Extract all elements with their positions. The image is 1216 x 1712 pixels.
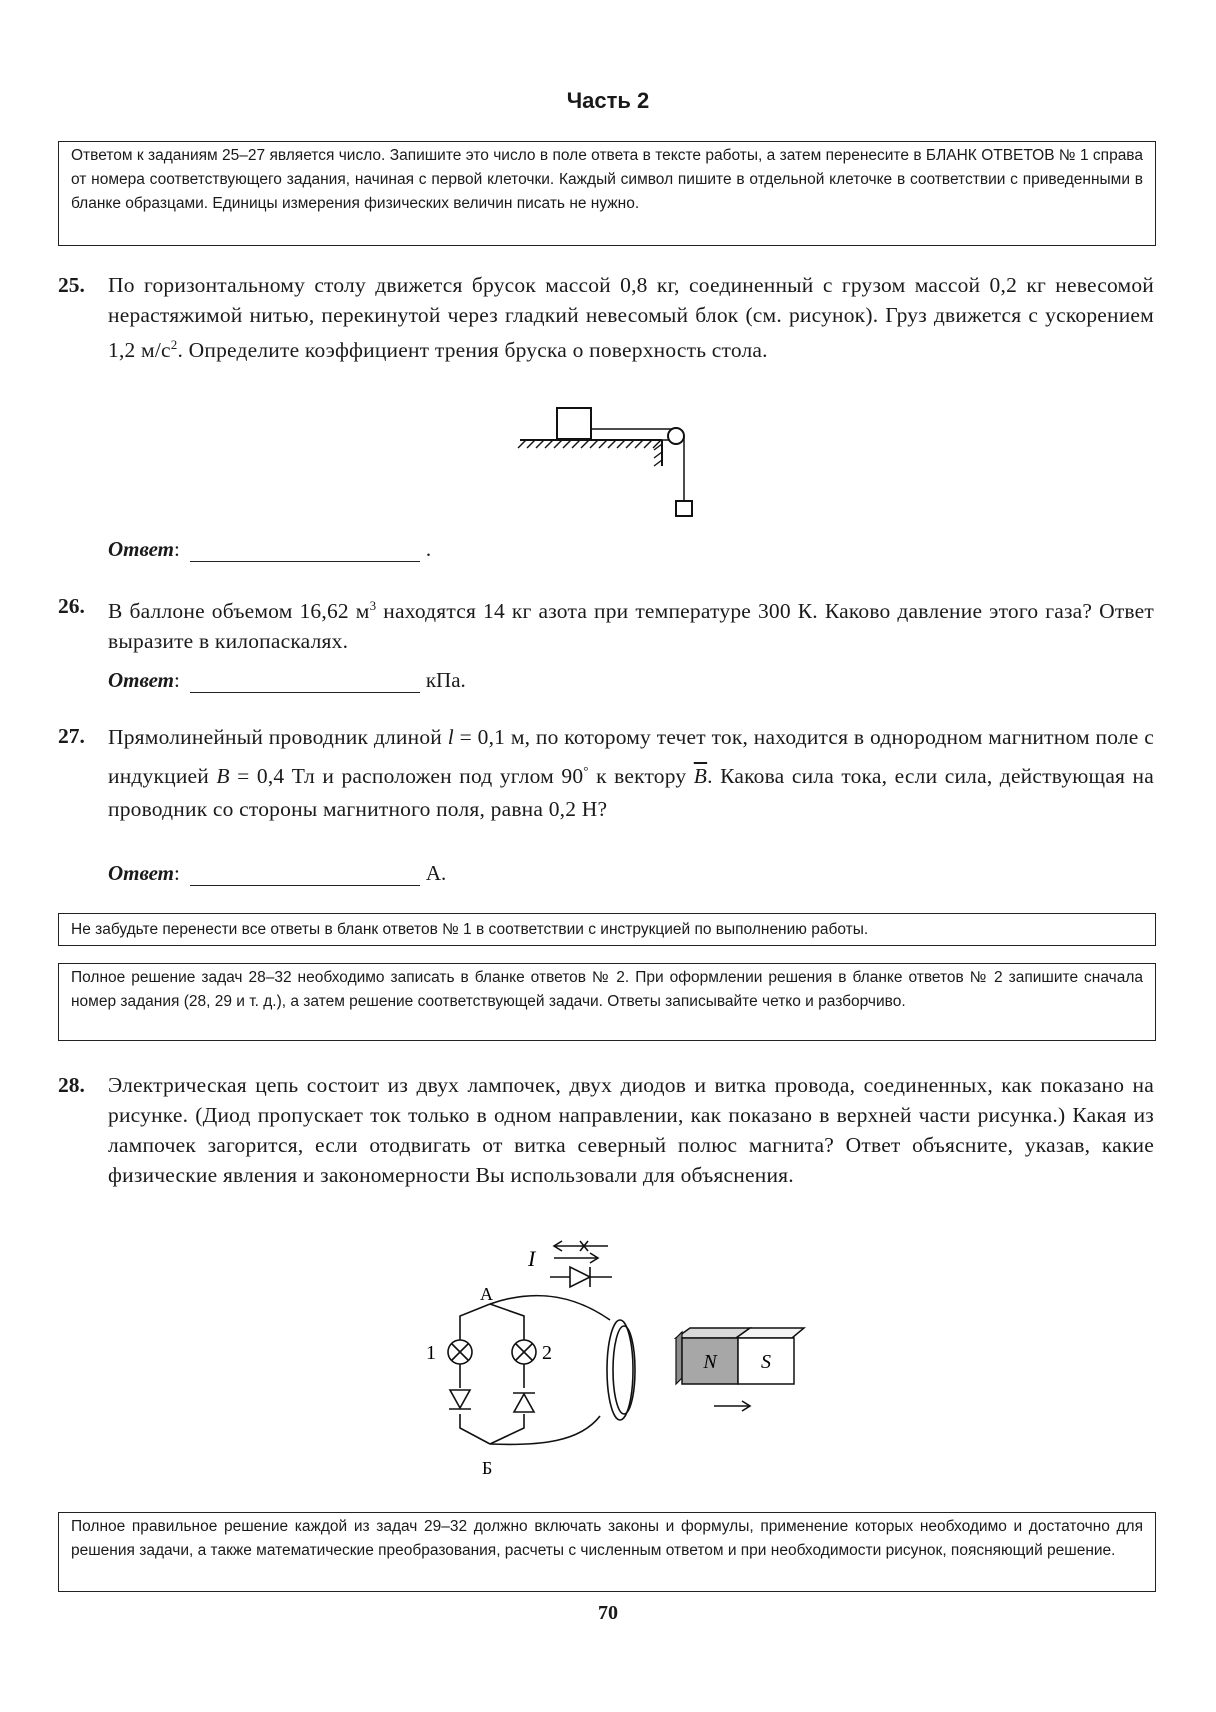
answer-unit: кПа. [425,668,466,692]
question-27-text [108,721,1154,826]
question-27-text-e: . Какова сила тока, если сила, действующая на проводник со стороны магнитного поля, равна 0,2 Н? [108,764,1154,822]
question-25-text [108,270,1154,365]
lamp-1-icon [448,1340,472,1364]
blocked-direction-arrow [554,1241,608,1251]
wire-to-coil-bottom [490,1416,600,1444]
instruction-box-tasks-28-32: Полное решение задач 28–32 необходимо записать в бланке ответов № 2. При оформлении решения в бланке ответов № 2 запишите сначала номер задания (28, 29 и т. д.), а затем решение соответствующей задачи. Ответы записывайте четко и разборчиво. [58,963,1156,1041]
page-heading: Часть 2 [566,88,650,113]
question-27-number: 27. [58,724,85,748]
answer-colon: : [174,668,180,692]
wire-to-coil-top [490,1296,610,1320]
lamp-2-label: 2 [542,1342,552,1364]
question-27-text-b: = 0,1 м, по которому течет ток, находится в однородном магнитном поле с индукцией [108,725,1154,789]
answer-label: Ответ [108,668,175,692]
legend-diode-icon [550,1267,612,1287]
instruction-box-answers-25-27: Ответом к заданиям 25–27 является число. Запишите это число в поле ответа в тексте работы, а затем перенесите в БЛАНК ОТВЕТОВ № 1 справа от номера соответствующего задания, начиная с первой клеточки. Каждый символ пишите в отдельной клеточке в соответствии с приведенными в бланке образцами. Единицы измерения физических величин писать не нужно. [58,141,1156,246]
answer-label: Ответ [108,537,175,561]
diode-2-icon [513,1393,535,1412]
answer-unit: . [425,537,432,561]
table-edge-hatching [654,444,662,466]
question-26-answer-field[interactable] [190,672,420,693]
pulley [668,428,684,444]
degree-sign: ° [583,763,589,778]
question-26-number: 26. [58,594,85,618]
question-28-number: 28. [58,1073,85,1097]
instruction-box-tasks-29-32: Полное правильное решение каждой из задач 29–32 должно включать законы и формулы, применение которых необходимо и достаточно для решения задачи, а также математические преобразования, расчеты с численным ответом и при необходимости рисунок, поясняющий решение. [58,1512,1156,1592]
question-27-text-d: к вектору [588,764,694,789]
answer-label: Ответ [108,861,175,885]
question-26-text-a: В баллоне объемом 16,62 м [108,599,370,624]
south-pole-label: S [761,1351,771,1373]
current-label: I [528,1246,536,1271]
sliding-block [557,408,591,439]
north-pole-label: N [703,1351,717,1373]
page-number: 70 [598,1602,618,1624]
question-26-text [108,591,1154,656]
question-25-answer-field[interactable] [190,541,420,562]
question-25-superscript: 2 [170,337,178,352]
question-25-answer-row [108,537,431,562]
question-26-answer-row [108,668,466,693]
circuit-wires [460,1296,610,1445]
node-a-label: А [480,1284,493,1304]
table-hatching [518,440,661,448]
block-pulley-figure [510,400,700,525]
answer-colon: : [174,537,180,561]
lamp-1-label: 1 [426,1342,436,1364]
question-27-answer-field[interactable] [190,865,420,886]
question-25-text-b: . Определите коэффициент трения бруска о поверхность стола. [177,338,768,363]
variable-l: l [447,725,454,749]
magnet-motion-arrow [714,1401,750,1411]
vector-b: $\overline{B}$ [693,764,708,789]
question-27-text-a: Прямолинейный проводник длиной [108,725,448,749]
question-27-text-c: = 0,4 Тл и расположен под углом 90 [229,764,584,789]
question-26-text-b: находятся 14 кг азота при температуре 300 К. Каково давление этого газа? Ответ выразите в килопаскалях. [108,599,1154,654]
question-28-text: Электрическая цепь состоит из двух лампочек, двух диодов и витка провода, соединенных, как показано на рисунке. (Диод пропускает ток только в одном направлении, как показано в верхней части рисунка.) Какая из лампочек загорится, если отодвигать от витка северный полюс магнита? Ответ объясните, указав, какие физические явления и закономерности Вы использовали для объяснения. [108,1073,1154,1187]
node-b-label: Б [482,1458,493,1478]
question-25-text-a: По горизонтальному столу движется брусок массой 0,8 кг, соединенный с грузом массой 0,2 кг невесомой нерастяжимой нитью, перекинутой через гладкий невесомый блок (см. рисунок). Груз движется с ускорением 1,2 м/с [108,273,1154,363]
variable-b: B [216,764,230,789]
question-26-superscript: 3 [369,598,377,613]
diode-1-icon [449,1390,471,1409]
hanging-weight [676,501,692,516]
answer-unit: А. [425,861,447,885]
circuit-figure [420,1232,820,1482]
question-27-answer-row [108,861,446,886]
reminder-box: Не забудьте перенести все ответы в бланк ответов № 1 в соответствии с инструкцией по выполнению работы. [58,913,1156,946]
question-25-number: 25. [58,273,85,297]
magnet-icon [676,1328,804,1384]
answer-colon: : [174,861,180,885]
forward-direction-arrow [554,1253,598,1263]
lamp-2-icon [512,1340,536,1364]
wire-coil-icon [607,1320,635,1420]
